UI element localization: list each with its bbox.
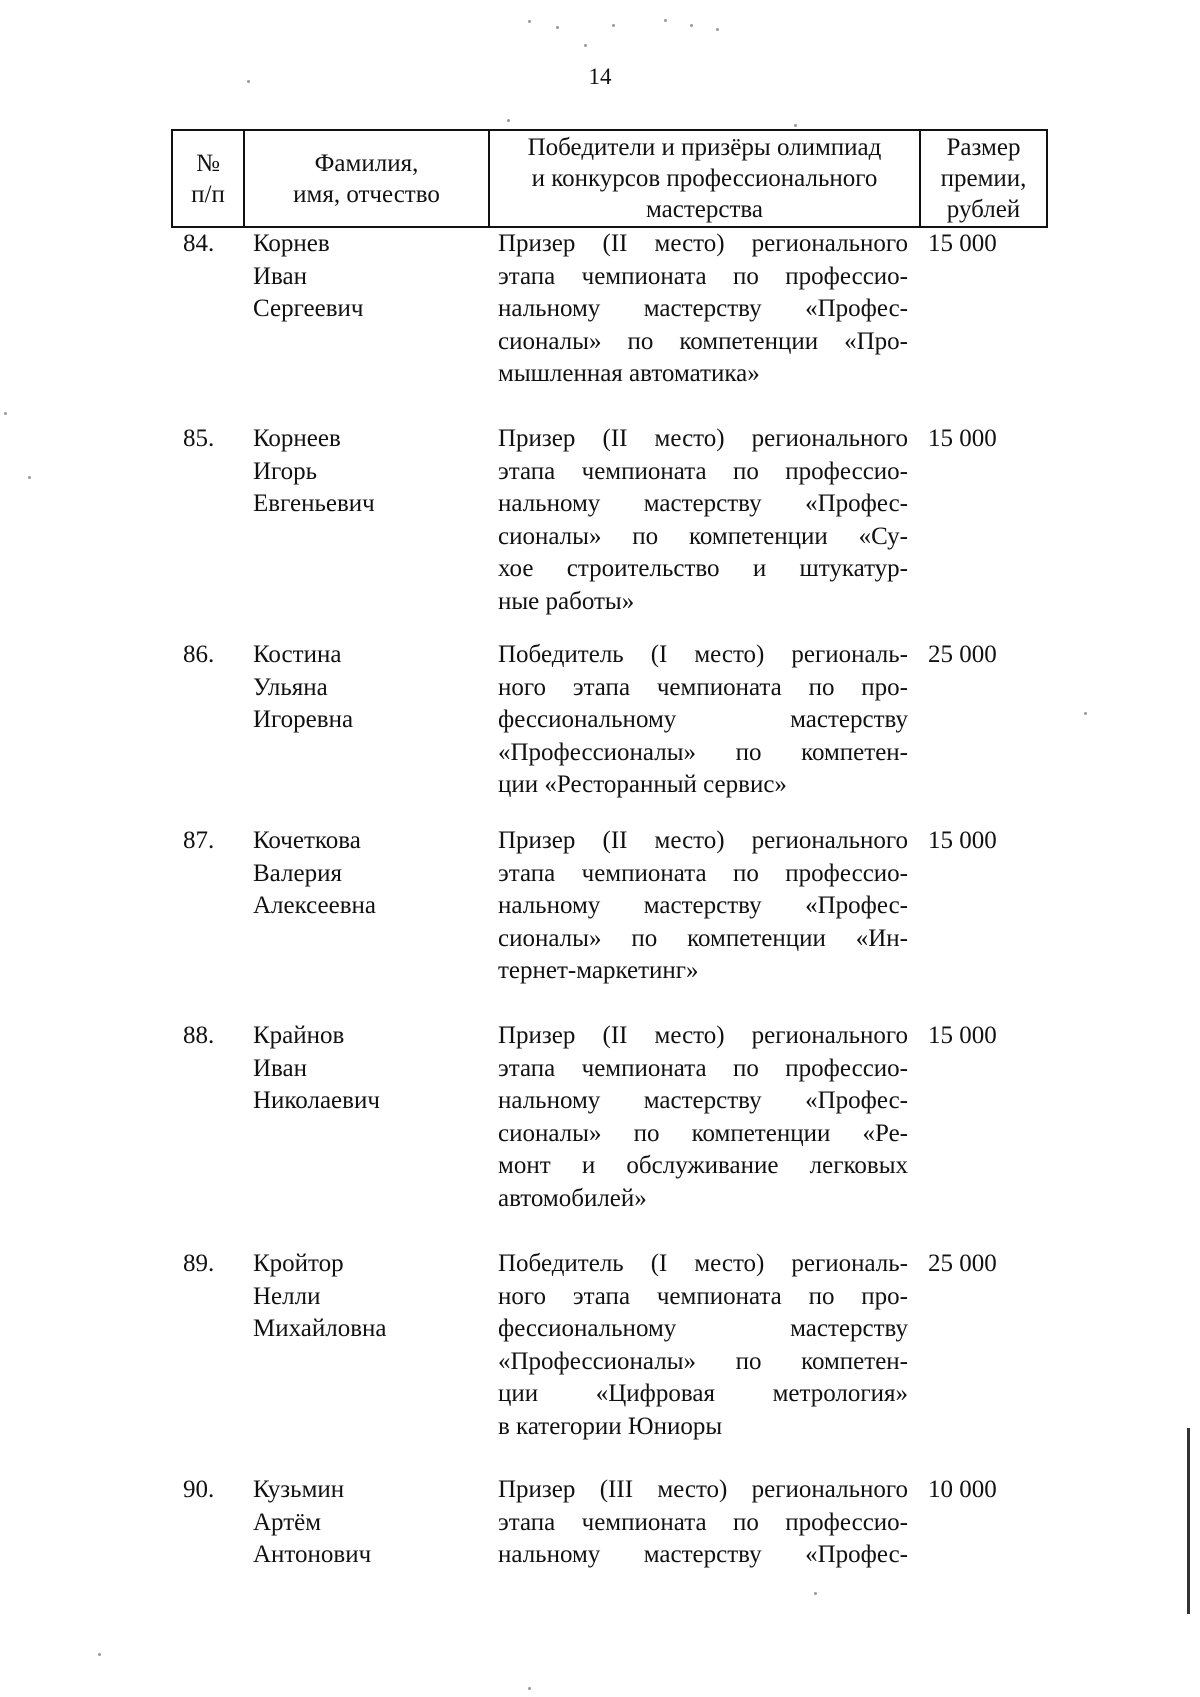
description-line: ции «Ресторанный сервис» [498,771,787,798]
description-line: этапа чемпионата по профессио- [498,457,908,485]
full-name [253,228,473,326]
full-name [253,825,473,923]
first-name: Нелли [253,1282,321,1310]
scan-speck [4,412,7,415]
header-prize: Размер премии, рублей [940,134,1027,223]
prize-amount: 25 000 [928,641,997,668]
full-name [253,1474,473,1572]
surname: Корнев [253,230,330,257]
description-line: «Профессионалы» по компетен- [498,1347,908,1375]
patronymic: Сергеевич [253,295,364,322]
achievement-description [498,825,908,988]
row-number: 84. [183,230,215,257]
page-number: 14 [588,64,612,89]
prize-amount: 15 000 [928,425,997,452]
full-name [253,1020,473,1118]
description-line: сионалы» по компетенции «Ре- [498,1119,908,1147]
scan-speck [528,1687,531,1690]
first-name: Ульяна [253,673,328,701]
description-line: ные работы» [498,587,635,615]
first-name: Валерия [253,859,342,887]
description-line: монт и обслуживание легковых [498,1152,908,1179]
achievement-description [498,1248,908,1443]
description-line: нальному мастерству «Профес- [498,1541,908,1568]
scan-speck [584,44,587,47]
row-number: 90. [183,1476,215,1503]
scan-speck [690,24,693,27]
description-line: Призер (III место) регионального [498,1476,908,1503]
scan-speck [247,80,250,83]
description-line: автомобилей» [498,1184,647,1212]
scan-speck [28,476,31,479]
row-number: 89. [183,1250,215,1277]
header-num: № п/п [173,131,245,226]
scan-speck [794,124,797,127]
first-name: Игорь [253,457,318,485]
scan-speck [1084,712,1087,715]
description-line: нальному мастерству «Профес- [498,295,908,322]
surname: Костина [253,641,342,668]
row-number: 87. [183,827,215,854]
surname: Кузьмин [253,1476,345,1503]
description-line: этапа чемпионата по профессио- [498,1054,908,1082]
description-line: фессиональному мастерству [498,1315,908,1342]
achievement-description [498,423,908,618]
prize-amount: 15 000 [928,230,997,257]
description-line: этапа чемпионата по профессио- [498,859,908,887]
scan-speck [716,28,719,31]
prize-amount: 15 000 [928,827,997,854]
first-name: Иван [253,1054,308,1082]
first-name: Артём [253,1508,322,1536]
description-line: Победитель (I место) региональ- [498,1250,908,1277]
first-name: Иван [253,262,308,290]
scan-speck [612,24,615,27]
full-name [253,639,473,737]
achievement-description [498,1020,908,1215]
description-line: ции «Цифровая метрология» [498,1380,908,1407]
description-line: хое строительство и штукатур- [498,555,908,582]
description-line: Призер (II место) регионального [498,1022,908,1049]
surname: Крайнов [253,1022,345,1049]
prize-amount: 10 000 [928,1476,997,1503]
description-line: нальному мастерству «Профес- [498,1087,908,1114]
description-line: этапа чемпионата по профессио- [498,262,908,290]
patronymic: Евгеньевич [253,490,375,517]
scan-speck [528,20,531,23]
scan-speck [556,26,559,29]
patronymic: Игоревна [253,706,354,733]
scan-speck [98,1653,101,1656]
full-name [253,1248,473,1346]
surname: Корнеев [253,425,341,452]
header-description: Победители и призёры олимпиад и конкурсов профессионального мастерства [490,131,921,226]
prize-amount: 25 000 [928,1250,997,1277]
patronymic: Михайловна [253,1315,387,1342]
description-line: сионалы» по компетенции «Су- [498,522,908,550]
row-number: 85. [183,425,215,452]
description-line: Призер (II место) регионального [498,827,908,854]
scan-speck [664,19,667,22]
scan-edge-rule [1187,1428,1190,1614]
description-line: мышленная автоматика» [498,360,760,387]
patronymic: Антонович [253,1541,372,1568]
description-line: ного этапа чемпионата по про- [498,1282,908,1310]
description-line: «Профессионалы» по компетен- [498,738,908,766]
patronymic: Николаевич [253,1087,380,1114]
description-line: Победитель (I место) региональ- [498,641,908,668]
achievement-description [498,1474,908,1572]
description-line: Призер (II место) регионального [498,425,908,452]
scan-speck [814,1592,817,1595]
description-line: сионалы» по компетенции «Ин- [498,924,908,952]
achievement-description [498,639,908,802]
description-line: сионалы» по компетенции «Про- [498,327,908,355]
row-number: 88. [183,1022,215,1049]
description-line: Призер (II место) регионального [498,230,908,257]
description-line: нальному мастерству «Профес- [498,490,908,517]
row-number: 86. [183,641,215,668]
description-line: в категории Юниоры [498,1412,723,1440]
surname: Кройтор [253,1250,344,1277]
achievement-description [498,228,908,391]
header-name: Фамилия, имя, отчество [245,131,490,226]
description-line: этапа чемпионата по профессио- [498,1508,908,1536]
description-line: нальному мастерству «Профес- [498,892,908,919]
table-header [171,129,1048,228]
patronymic: Алексеевна [253,892,377,919]
description-line: тернет-маркетинг» [498,957,699,984]
description-line: ного этапа чемпионата по про- [498,673,908,701]
description-line: фессиональному мастерству [498,706,908,733]
surname: Кочеткова [253,827,361,854]
prize-amount: 15 000 [928,1022,997,1049]
full-name [253,423,473,521]
scan-speck [507,119,510,122]
